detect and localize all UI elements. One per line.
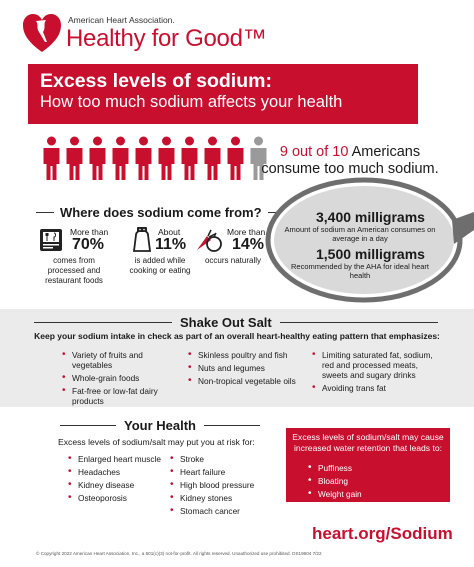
person-icon [113,137,129,181]
health-intro: Excess levels of sodium/salt may put you at risk for: [58,437,255,447]
list-item: • Kidney disease [68,480,168,490]
list-item: • Weight gain [308,489,428,499]
list-item: • Osteoporosis [68,493,168,503]
stat-highlight: 9 out of 10 [279,144,349,160]
source-caption-2: is added while cooking or eating [129,256,191,275]
shake-heading: Shake Out Salt [172,315,280,330]
source-pre-2: About [158,227,181,237]
water-retention-text: Excess levels of sodium/salt may cause increased water retention that leads to: [292,432,444,453]
list-item: • Whole-grain foods [62,373,172,383]
stat-line2: consume too much sodium. [261,161,439,177]
person-icon [67,137,83,181]
health-heading: Your Health [116,418,204,433]
person-icon [182,137,198,181]
source-value-1: 70% [72,236,105,253]
list-item: • Variety of fruits and vegetables [62,350,172,370]
shake-list-1 [62,350,172,409]
sources-heading: Where does sodium come from? [54,205,268,220]
health-list-2 [170,454,280,519]
copyright-text: © Copyright 2022 American Heart Association, Inc., a 501(c)(3) not-for-profit. All rights reserved. Unauthorized use prohibited. DS19604 7/22 [36,551,322,556]
list-item: • Stroke [170,454,280,464]
banner-subtitle: How too much sodium affects your health [40,93,343,111]
shake-list-3 [312,350,436,396]
source-pre-3: More than [227,227,266,237]
mg-average-amount: 3,400 milligrams [316,209,425,225]
person-icon [90,137,106,181]
person-icon [228,137,244,181]
packaged-food-icon [38,227,64,253]
person-icon [205,137,221,181]
health-list-1 [68,454,168,506]
source-caption-3: occurs naturally [204,256,262,265]
list-item: • High blood pressure [170,480,280,490]
org-name: American Heart Association. [68,15,175,25]
salt-shaker-icon [132,225,152,253]
people-pictogram [40,136,270,182]
list-item: • Fat-free or low-fat dairy products [62,386,172,406]
list-item: • Enlarged heart muscle [68,454,168,464]
person-icon [136,137,152,181]
mg-recommended-caption: Recommended by the AHA for ideal heart health [291,262,429,280]
list-item: • Nuts and legumes [188,363,298,373]
stat-rest: Americans [348,144,421,160]
water-retention-list [308,463,428,502]
list-item: • Bloating [308,476,428,486]
source-pre-1: More than [70,227,109,237]
list-item: • Skinless poultry and fish [188,350,298,360]
shake-intro: Keep your sodium intake in check as part of an overall heart-healthy eating pattern that emphasizes: [34,331,440,341]
heart-torch-icon [22,12,62,54]
banner-title: Excess levels of sodium: [40,70,272,92]
list-item: • Heart failure [170,467,280,477]
mg-recommended-amount: 1,500 milligrams [316,246,425,262]
list-item: • Limiting saturated fat, sodium, red and processed meats, sweets and sugary drinks [312,350,436,380]
list-item: • Headaches [68,467,168,477]
source-caption-1: comes from processed and restaurant foods [45,256,103,285]
brand-name: Healthy for Good™ [66,25,267,52]
list-item: • Puffiness [308,463,428,473]
list-item: • Avoiding trans fat [312,383,436,393]
list-item: • Kidney stones [170,493,280,503]
list-item: • Non-tropical vegetable oils [188,376,298,386]
list-item: • Stomach cancer [170,506,280,516]
vegetables-icon [194,226,224,254]
person-icon [44,137,60,181]
source-value-2: 11% [155,236,187,253]
source-value-3: 14% [232,236,265,253]
person-icon [159,137,175,181]
shake-list-2 [188,350,298,389]
mg-average-caption: Amount of sodium an American consumes on average in a day [284,225,436,243]
website-link[interactable]: heart.org/Sodium [312,524,453,543]
